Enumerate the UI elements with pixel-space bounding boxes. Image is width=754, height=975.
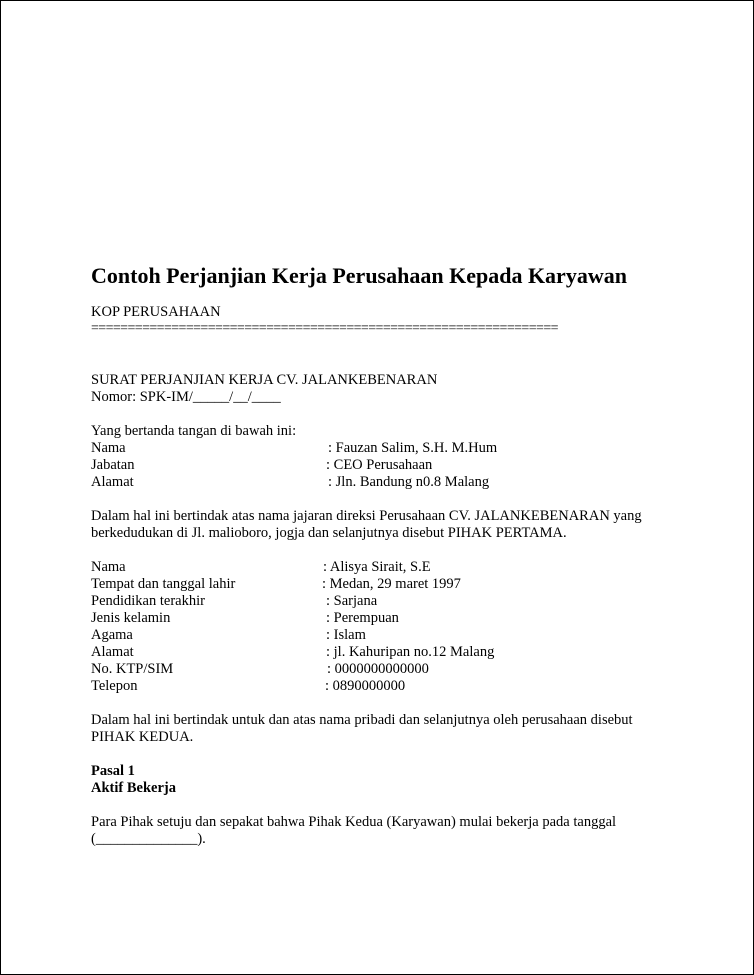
paragraph-pihak-kedua-line2: PIHAK KEDUA. [91,729,194,745]
paragraph-pasal1-line1: Para Pihak setuju dan sepakat bahwa Pihak Kedua (Karyawan) mulai bekerja pada tanggal [91,814,617,830]
pasal-number: Pasal 1 [91,763,135,779]
field-label: Jabatan [91,457,135,473]
field-value: : Fauzan Salim, S.H. M.Hum [328,440,498,456]
field-label: Jenis kelamin [91,610,171,626]
field-value: : jl. Kahuripan no.12 Malang [326,644,495,660]
paragraph-pihak-pertama-line2: berkedudukan di Jl. malioboro, jogja dan selanjutnya disebut PIHAK PERTAMA. [91,525,567,541]
field-label: Nama [91,440,126,456]
field-value: : Sarjana [326,593,378,609]
field-label: Nama [91,559,126,575]
field-value: : CEO Perusahaan [326,457,433,473]
field-label: Agama [91,627,133,643]
field-value: : Jln. Bandung n0.8 Malang [328,474,490,490]
field-value: : Medan, 29 maret 1997 [322,576,461,592]
surat-title: SURAT PERJANJIAN KERJA CV. JALANKEBENARAN [91,372,438,388]
pasal-title: Aktif Bekerja [91,780,176,796]
separator-line: ================================================================ [91,321,558,336]
field-label: No. KTP/SIM [91,661,174,677]
document-title: Contoh Perjanjian Kerja Perusahaan Kepada Karyawan [91,263,627,288]
field-value: : Alisya Sirait, S.E [323,559,431,575]
field-label: Telepon [91,678,138,694]
paragraph-pasal1-line2: (______________). [91,831,206,847]
paragraph-pihak-pertama-line1: Dalam hal ini bertindak atas nama jajaran direksi Perusahaan CV. JALANKEBENARAN yang [91,508,642,524]
field-value: : Perempuan [326,610,399,626]
field-value: : 0000000000000 [327,661,429,677]
kop-perusahaan: KOP PERUSAHAAN [91,304,221,320]
paragraph-pihak-kedua-line1: Dalam hal ini bertindak untuk dan atas nama pribadi dan selanjutnya oleh perusahaan disebut [91,712,633,728]
nomor-surat: Nomor: SPK-IM/_____/__/____ [91,389,281,405]
field-label: Alamat [91,474,134,490]
field-label: Tempat dan tanggal lahir [91,576,236,592]
field-label: Alamat [91,644,134,660]
field-value: : Islam [326,627,366,643]
intro-text: Yang bertanda tangan di bawah ini: [91,423,297,439]
field-label: Pendidikan terakhir [91,593,205,609]
field-value: : 0890000000 [325,678,406,694]
